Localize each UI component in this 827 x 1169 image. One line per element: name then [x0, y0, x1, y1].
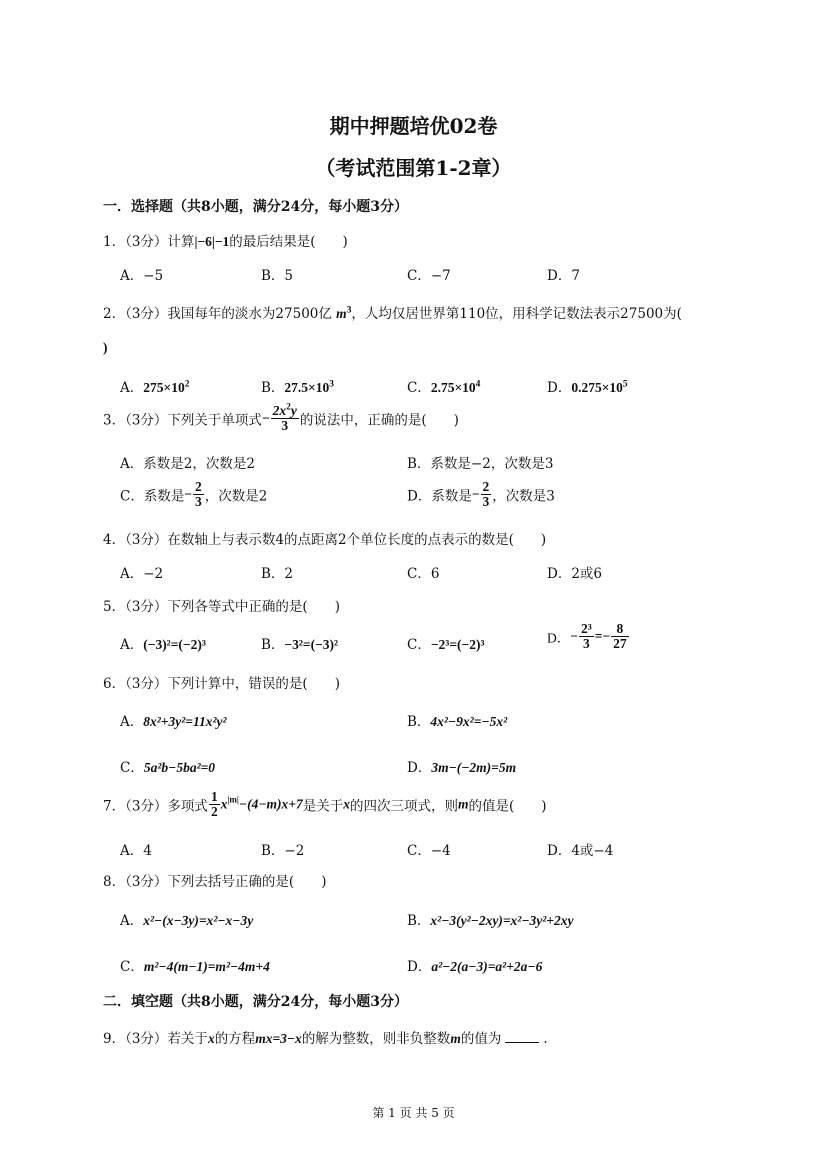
- q2-option-c: C．$2.75\times 10^4$: [407, 379, 481, 396]
- page-title: 期中押题培优02卷: [329, 114, 498, 138]
- q5-option-d: D．− $\frac{\text{2³}}{3}$ =− $\frac{8}{27}$: [547, 621, 627, 652]
- section-heading-choice: 一．选择题（共8小题，满分24分，每小题3分）: [103, 199, 408, 215]
- q7-option-d: D．4或−4: [547, 843, 614, 859]
- question-3: 3．（3分）下列关于单项式− $\frac{2x^2y}{3}$ 的说法中，正确的是( ): [103, 402, 459, 434]
- q3-monomial: $\frac{2x^2y}{3}$: [272, 402, 297, 434]
- q4-option-b: B．2: [261, 566, 294, 582]
- question-2: 2．（3分）我国每年的淡水为27500亿 $m^3$，人均仅居世界第110位，用科学记数法表示27500为(: [103, 305, 682, 322]
- section-heading-fill: 二．填空题（共8小题，满分24分，每小题3分）: [103, 994, 408, 1010]
- q7-option-b: B．−2: [261, 843, 305, 859]
- question-8: 8．（3分）下列去括号正确的是( ): [103, 874, 327, 890]
- q3-option-c: C．系数是− $\frac{2}{3}$ ，次数是2: [120, 479, 268, 510]
- question-9: 9．（3分）若关于x的方程mx=3−x的解为整数，则非负整数m的值为 .: [103, 1031, 548, 1047]
- page-footer: 第 1 页 共 5 页: [372, 1106, 455, 1120]
- q8-option-d: D．a²−2(a−3)=a²+2a−6: [407, 959, 543, 975]
- q7-option-c: C．−4: [407, 843, 451, 859]
- q3-option-a: A．系数是2，次数是2: [120, 456, 255, 472]
- q1-option-c: C．−7: [407, 268, 451, 284]
- q4-option-d: D．2或6: [547, 566, 603, 582]
- q1-suffix: 的最后结果是( ): [229, 234, 348, 250]
- q3-option-d: D．系数是− $\frac{2}{3}$ ，次数是3: [407, 479, 555, 510]
- q2-option-a: A．$275\times 10^2$: [120, 379, 190, 396]
- question-7: 7．（3分）多项式 $\frac{1}{2}$ $x^{|m|}-(4-m)x+7$是关于x的四次三项式，则m的值是( ): [103, 789, 547, 820]
- q5-option-b: B．−3²=(−3)²: [261, 637, 339, 653]
- q1-option-b: B．5: [261, 268, 294, 284]
- q1-option-d: D．7: [547, 268, 580, 284]
- page-subtitle: （考试范围第1-2章）: [315, 156, 512, 180]
- question-5: 5．（3分）下列各等式中正确的是( ): [103, 599, 340, 615]
- q1-prefix: 1．（3分）计算: [103, 234, 195, 250]
- q2-close-paren: ): [103, 340, 108, 355]
- q6-option-d: D．3m−(−2m)=5m: [407, 760, 517, 776]
- q5-option-a: A．(−3)²=(−2)³: [120, 637, 206, 653]
- q8-option-c: C．m²−4(m−1)=m²−4m+4: [120, 959, 270, 975]
- q2-unit: m: [336, 306, 347, 321]
- q8-option-a: A．x²−(x−3y)=x²−x−3y: [120, 913, 254, 929]
- q3-option-b: B．系数是−2，次数是3: [407, 456, 554, 472]
- q4-option-a: A．−2: [120, 566, 164, 582]
- q6-option-b: B．4x²−9x²=−5x²: [407, 714, 508, 730]
- q2-prefix: 2．（3分）我国每年的淡水为27500亿: [103, 306, 332, 322]
- q6-option-a: A．8x²+3y²=11x²y²: [120, 714, 227, 730]
- q4-option-c: C．6: [407, 566, 440, 582]
- question-4: 4．（3分）在数轴上与表示数4的点距离2个单位长度的点表示的数是( ): [103, 532, 547, 548]
- q1-option-a: A．−5: [120, 268, 164, 284]
- question-1: [103, 230, 348, 250]
- q2-option-b: B．$27.5\times 10^3$: [261, 379, 334, 396]
- q9-answer-blank[interactable]: [505, 1042, 539, 1043]
- question-6: 6．（3分）下列计算中，错误的是( ): [103, 676, 340, 692]
- q2-option-d: D．$0.275\times 10^5$: [547, 379, 628, 396]
- q1-expression: |−6|−1: [194, 234, 230, 249]
- q5-option-c: C．−2³=(−2)³: [407, 637, 485, 653]
- q2-suffix: ，人均仅居世界第110位，用科学记数法表示27500为(: [351, 306, 682, 322]
- q6-option-c: C．5a²b−5ba²=0: [120, 760, 216, 776]
- q8-option-b: B．x²−3(y²−2xy)=x²−3y²+2xy: [407, 913, 574, 929]
- q7-option-a: A．4: [120, 843, 152, 859]
